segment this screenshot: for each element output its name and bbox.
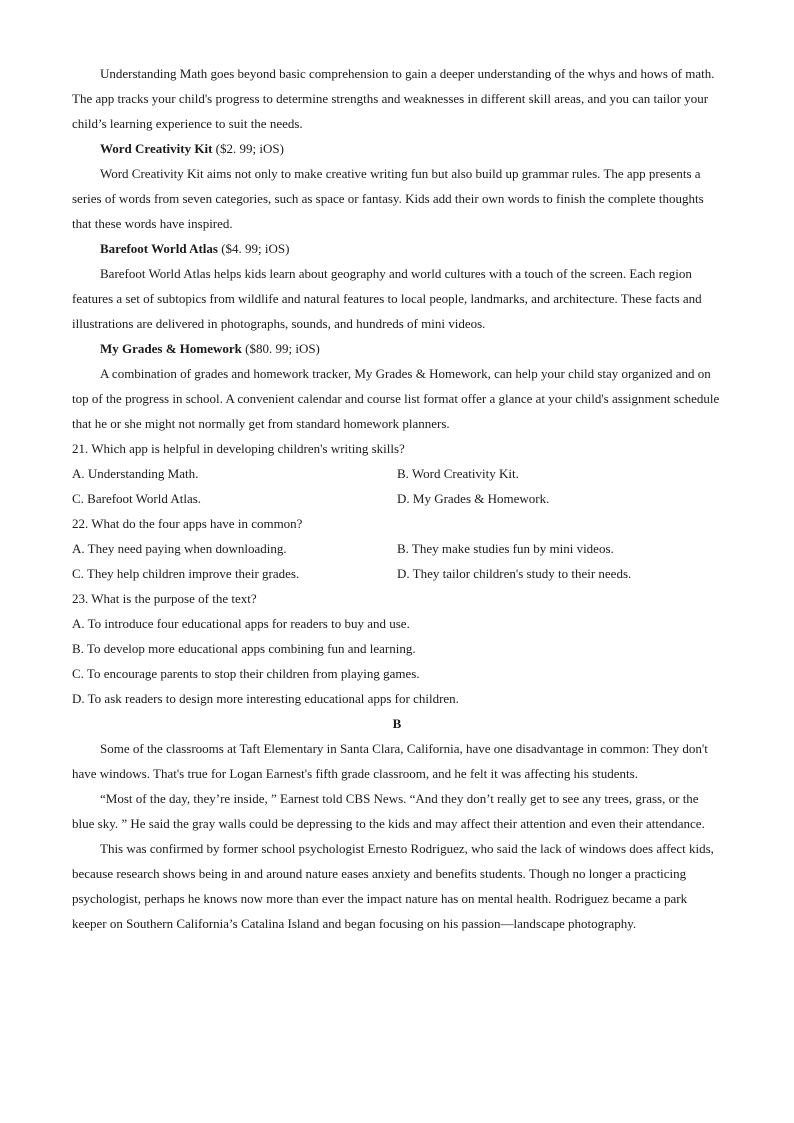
question-21-options-row-2 bbox=[72, 486, 722, 511]
question-22-options-row-2 bbox=[72, 561, 722, 586]
option-d: D. To ask readers to design more interesting educational apps for children. bbox=[72, 691, 459, 706]
option-b: B. Word Creativity Kit. bbox=[397, 466, 519, 481]
app-price: ($4. 99; iOS) bbox=[221, 241, 290, 256]
option-d: D. My Grades & Homework. bbox=[397, 491, 550, 506]
passage-paragraph: “Most of the day, they’re inside, ” Earnest told CBS News. “And they don’t really get to see any trees, grass, or the blue sky. ” He said the gray walls could be depressing to the kids and may affect their attention and even their attendance. bbox=[72, 791, 705, 831]
question-21-stem: 21. Which app is helpful in developing children's writing skills? bbox=[72, 441, 405, 456]
app-price: ($2. 99; iOS) bbox=[215, 141, 284, 156]
option-c: C. Barefoot World Atlas. bbox=[72, 491, 202, 506]
question-23-stem: 23. What is the purpose of the text? bbox=[72, 591, 257, 606]
question-22-options-row-1 bbox=[72, 536, 722, 561]
app-name: Barefoot World Atlas bbox=[100, 241, 218, 256]
app-description: Barefoot World Atlas helps kids learn about geography and world cultures with a touch of the screen. Each region features a set of subtopics from wildlife and natural features to local people, landmarks, and architecture. These facts and illustrations are delivered in photographs, sounds, and hundreds of mini videos. bbox=[72, 266, 702, 331]
passage-paragraph: Some of the classrooms at Taft Elementary in Santa Clara, California, have one disadvantage in common: They don't have windows. That's true for Logan Earnest's fifth grade classroom, and he felt it was affecting his students. bbox=[72, 741, 708, 781]
question-21-options-row-1 bbox=[72, 461, 722, 486]
app-price: ($80. 99; iOS) bbox=[245, 341, 320, 356]
app-name: Word Creativity Kit bbox=[100, 141, 213, 156]
intro-paragraph: Understanding Math goes beyond basic comprehension to gain a deeper understanding of the whys and hows of math. The app tracks your child's progress to determine strengths and weaknesses in different skill areas, and you can tailor your child’s learning experience to suit the needs. bbox=[72, 66, 715, 131]
app-heading-barefoot-world-atlas bbox=[72, 236, 722, 261]
question-22-stem: 22. What do the four apps have in common? bbox=[72, 516, 303, 531]
app-description: A combination of grades and homework tracker, My Grades & Homework, can help your child stay organized and on top of the progress in school. A convenient calendar and course list format offer a glance at your child's assignment schedule that he or she might not normally get from standard homework planners. bbox=[72, 366, 720, 431]
document-content bbox=[72, 61, 722, 936]
section-b-label: B bbox=[392, 716, 402, 731]
app-heading-my-grades-homework bbox=[72, 336, 722, 361]
option-a: A. Understanding Math. bbox=[72, 466, 199, 481]
option-c: C. They help children improve their grades. bbox=[72, 566, 300, 581]
option-b: B. They make studies fun by mini videos. bbox=[397, 541, 614, 556]
option-c: C. To encourage parents to stop their children from playing games. bbox=[72, 666, 420, 681]
option-a: A. To introduce four educational apps for readers to buy and use. bbox=[72, 616, 410, 631]
app-description: Word Creativity Kit aims not only to make creative writing fun but also build up grammar rules. The app presents a series of words from seven categories, such as space or fantasy. Kids add their own words to finish the complete thoughts that these words have inspired. bbox=[72, 166, 704, 231]
option-a: A. They need paying when downloading. bbox=[72, 541, 287, 556]
passage-paragraph: This was confirmed by former school psychologist Ernesto Rodriguez, who said the lack of windows does affect kids, because research shows being in and around nature eases anxiety and benefits students. Though no longer a practicing psychologist, perhaps he knows now more than ever the impact nature has on mental health. Rodriguez became a park keeper on Southern California’s Catalina Island and began focusing on his passion—landscape photography. bbox=[72, 841, 714, 931]
option-d: D. They tailor children's study to their needs. bbox=[397, 566, 632, 581]
option-b: B. To develop more educational apps combining fun and learning. bbox=[72, 641, 416, 656]
app-heading-word-creativity-kit bbox=[72, 136, 722, 161]
app-name: My Grades & Homework bbox=[100, 341, 242, 356]
